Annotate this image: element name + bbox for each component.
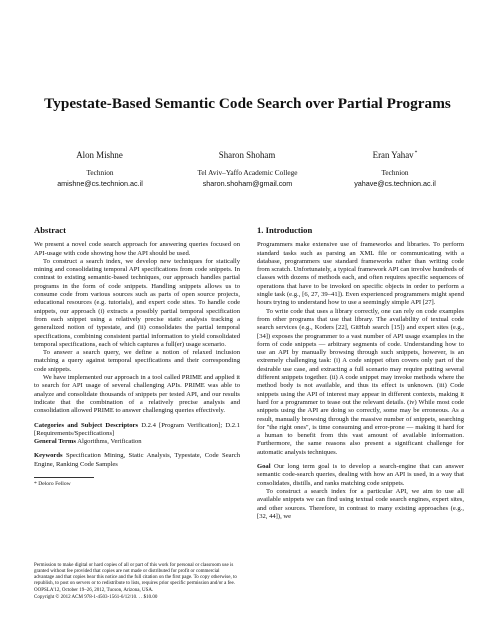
categories-heading: Categories and Subject Descriptors (34, 421, 139, 429)
keywords-text: Specification Mining, Static Analysis, Typestate, Code Search Engine, Ranking Code Samples (34, 452, 240, 468)
goal-text: Our long term goal is to develop a search-engine that can answer semantic code-search queries, dealing with how an API is used, in a way that consolidates, distills, and ranks matching code snippets. (257, 463, 464, 487)
abstract-paragraph: To construct a search index, we develop new techniques for statically mining and consolidating temporal API specifications from code snippets. In contrast to existing semantic-based techniques, our approach handles partial programs in the form of code snippets. Handling snippets allows us to consume code from various sources such as parts of open source projects, educational resources (e.g. tutorials), and expert code sites. To handle code snippets, our approach (i) extracts a possibly partial temporal specification from each snippet using a relatively precise static analysis tracking a generalized notion of typestate, and (ii) consolidates the partial temporal specifications, combining consistent partial information to yield consolidated temporal specifications, each of which captures a full(er) usage scenario. (34, 257, 240, 348)
author-email: yahave@cs.technion.ac.il (354, 179, 436, 188)
conference-line: OOPSLA'12, October 19–26, 2012, Tucson, Arizona, USA. (34, 588, 154, 593)
categories-text: D.2.4 [Program Verification]; D.2.1 [Requirements/Specifications] (34, 421, 240, 437)
author-block (180, 150, 315, 188)
abstract-paragraph: We present a novel code search approach for answering queries focused on API-usage with code showing how the API should be used. (34, 241, 240, 257)
author-name: Eran Yahav* (372, 150, 418, 160)
keywords (34, 452, 240, 469)
general-terms-heading: General Terms (34, 438, 76, 446)
abstract-paragraph: We have implemented our approach in a tool called PRIME and applied it to search for API usage of several challenging APIs. PRIME was able to analyze and consolidate thousands of snippets per tested API, and our results indicate that the combination of a relatively precise analysis and consolidation allowed PRIME to answer challenging queries effectively. (34, 374, 240, 415)
copyright-notice (34, 563, 240, 601)
goal-paragraph (257, 463, 464, 488)
abstract-paragraph: To answer a search query, we define a notion of relaxed inclusion matching a query against temporal specifications and their corresponding code snippets. (34, 349, 240, 373)
intro-paragraph: Programmers make extensive use of frameworks and libraries. To perform standard tasks such as parsing an XML file or communicating with a database, programmers use standard frameworks rather than writing code from scratch. Unfortunately, a typical framework API can involve hundreds of classes with dozens of methods each, and often requires specific sequences of operations that have to be invoked on specific objects in order to perform a single task (e.g., [6, 27, 39–41]). Even experienced programmers might spend hours trying to understand how to use a seemingly simple API [27]. (257, 241, 464, 307)
copyright-line: Copyright © 2012 ACM 978-1-4503-1561-6/12/10. . . $10.00 (34, 595, 158, 600)
footnote-rule (34, 477, 94, 478)
general-terms (34, 438, 240, 446)
author-block (40, 150, 160, 188)
author-affiliation: Technion (86, 168, 114, 177)
author-name: Alon Mishne (76, 150, 123, 160)
general-terms-text: Algorithms, Verification (77, 438, 142, 446)
goal-heading: Goal (257, 463, 271, 471)
permission-text: Permission to make digital or hard copies of all or part of this work for personal or classroom use is granted without fee provided that copies are not made or distributed for profit or commercial advantage and that copies bear this notice and the full citation on the first page. To copy otherwise, to republish, to post on servers or to redistribute to lists, requires prior specific permission and/or a fee. (34, 563, 237, 586)
right-column (257, 226, 464, 521)
author-name: Sharon Shoham (218, 150, 276, 160)
footnote: * Deloro Fellow (34, 481, 71, 488)
intro-paragraph: To construct a search index for a particular API, we aim to use all available snippets we can find using textual code search engines, expert sites, and other sources. Therefore, in contrast to many existing approaches (e.g., [32, 44]), we (257, 487, 464, 520)
author-affiliation: Technion (381, 168, 409, 177)
author-block (335, 150, 455, 188)
intro-paragraph: To write code that uses a library correctly, one can rely on code examples from other programs that use that library. The availability of textual code search services (e.g., Koders [22], GitHub search [15]) and expert sites (e.g., [34]) exposes the programmer to a vast number of API usage examples in the form of code snippets — arbitrary segments of code. Understanding how to use an API by manually browsing through such snippets, however, is an extremely challenging task: (i) A code snippet often covers only part of the desirable use case, and extracting a full scenario may require putting several different snippets together. (ii) A code snippet may invoke methods where the method body is not available, and thus its effect is unknown. (iii) Code snippets using the API of interest may appear in different contexts, making it hard for a programmer to tease out the relevant details. (iv) While most code snippets using the API are doing so correctly, some may be erroneous. As a result, manually browsing through the massive number of snippets, searching for "the right ones", is time consuming and error-prone — making it hard for a human to benefit from this vast amount of available information. Furthermore, the same reasons also present a significant challenge for automatic analysis techniques. (257, 307, 464, 456)
left-column (34, 226, 240, 488)
author-email: amishne@cs.technion.ac.il (57, 179, 143, 188)
paper-title: Typestate-Based Semantic Code Search over Partial Programs (44, 95, 451, 112)
categories (34, 422, 240, 439)
abstract-heading: Abstract (34, 225, 66, 235)
introduction-heading: 1. Introduction (257, 225, 313, 235)
author-email: sharon.shoham@gmail.com (202, 179, 293, 188)
author-affiliation: Tel Aviv–Yaffo Academic College (197, 168, 298, 177)
keywords-heading: Keywords (34, 452, 63, 460)
